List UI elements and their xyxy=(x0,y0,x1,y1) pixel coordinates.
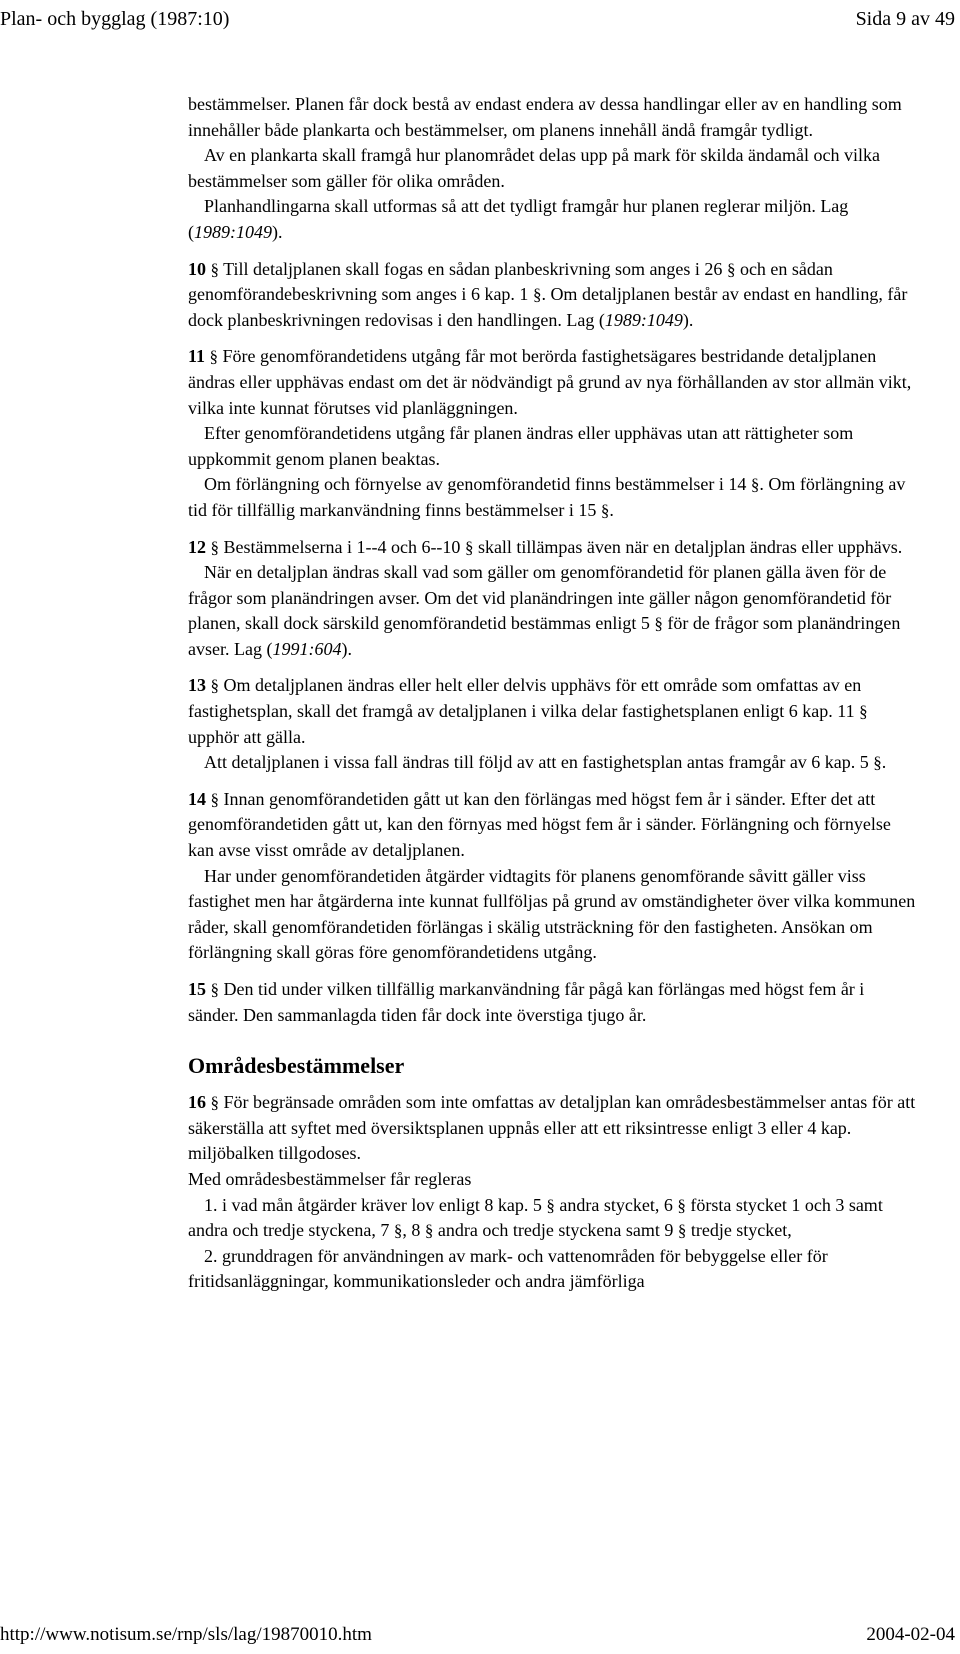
page-footer xyxy=(0,1620,955,1650)
paragraph-text: Att detaljplanen i vissa fall ändras till följd av att en fastighetsplan antas framgår av 6 kap. 5 xyxy=(204,752,874,773)
section-symbol-icon: § xyxy=(210,980,219,999)
paragraph-text: Om detaljplanen ändras eller helt eller delvis upphävs för ett område som omfattas av en fastighetsplan, skall det framgå av detaljplanen i vilka delar fastighetsplanen enligt 6 kap. 11 xyxy=(188,675,862,722)
section-symbol-icon: § xyxy=(210,259,219,279)
paragraph xyxy=(188,92,918,143)
section-symbol-icon: § xyxy=(654,614,663,634)
law-reference-link[interactable]: 1991:604 xyxy=(272,638,342,659)
paragraph-text: 1. i vad mån åtgärder kräver lov enligt 8 kap. 5 xyxy=(204,1194,547,1215)
document-title: Plan- och bygglag (1987:10) xyxy=(0,8,230,30)
section-number: 14 xyxy=(188,788,206,809)
paragraph-text: Planhandlingarna skall utformas så att det tydligt framgår hur planen reglerar miljön. Lag ( xyxy=(188,196,849,242)
document-body xyxy=(188,92,918,1295)
section-symbol-icon: § xyxy=(210,676,219,696)
paragraph-text: skall tillämpas även när en detaljplan ändras eller upphävs. xyxy=(473,536,903,557)
paragraph-text: Den tid under vilken tillfällig markanvändning får pågå kan förlängas med högst fem år i sänder. Den sammanlagda tiden får dock inte överstiga tjugo år. xyxy=(188,979,865,1025)
paragraph xyxy=(188,864,918,966)
law-reference-link[interactable]: 1989:1049 xyxy=(194,221,272,242)
section-number: 10 xyxy=(188,258,206,279)
paragraph-text: bestämmelser. Planen får dock bestå av endast endera av dessa handlingar eller av en handling som innehåller både plankarta och bestämmelser, om planens innehåll ändå framgår tydligt. xyxy=(188,94,902,140)
paragraph xyxy=(188,750,918,776)
page-header xyxy=(0,4,955,34)
section-symbol-icon: § xyxy=(210,1093,219,1113)
paragraph-text: , 8 xyxy=(402,1220,425,1241)
section-number: 15 xyxy=(188,979,206,999)
paragraph xyxy=(188,1167,918,1193)
paragraph-text: ). xyxy=(682,309,694,330)
section-symbol-icon: § xyxy=(532,285,542,305)
paragraph-text: andra och tredje styckena samt 9 xyxy=(433,1220,678,1241)
paragraph-text: . xyxy=(881,752,887,773)
list-item xyxy=(188,1244,918,1295)
paragraph-text: ). xyxy=(341,638,352,659)
law-reference-link[interactable]: 1989:1049 xyxy=(604,309,683,330)
section-14 xyxy=(188,787,918,864)
section-symbol-icon: § xyxy=(210,789,219,809)
paragraph xyxy=(188,143,918,194)
print-date: 2004-02-04 xyxy=(866,1624,955,1645)
paragraph-text: första stycket 1 och 3 samt andra och tredje styckena, 7 xyxy=(188,1194,883,1241)
section-symbol-icon: § xyxy=(393,1221,403,1241)
section-16 xyxy=(188,1090,918,1167)
paragraph-text: Av en plankarta skall framgå hur planområdet delas upp på mark för skilda ändamål och vilka bestämmelser som gäller för olika områden. xyxy=(188,145,880,191)
paragraph-text: ). xyxy=(272,221,283,242)
section-number: 13 xyxy=(188,675,206,696)
section-symbol-icon: § xyxy=(750,475,760,495)
paragraph-text: . xyxy=(609,499,614,520)
section-symbol-icon: § xyxy=(726,259,736,279)
paragraph-text: Innan genomförandetiden gått ut kan den förlängas med högst fem år i sänder. Efter det att genomförandetiden gått ut, kan den förnyas med högst fem år i sänder. Förlängning och förnyelse kan avse visst område av detaljplanen. xyxy=(188,788,891,861)
paragraph xyxy=(188,472,918,523)
paragraph-text: För begränsade områden som inte omfattas av detaljplan kan områdesbestämmelser antas för att säkerställa att syftet med översiktsplanen uppnås eller att ett riksintresse enligt 3 eller 4 kap. miljöbalken tillgodoses. xyxy=(188,1092,916,1164)
section-15 xyxy=(188,977,918,1028)
section-heading: Områdesbestämmelser xyxy=(188,1053,405,1079)
section-symbol-icon: § xyxy=(464,537,474,557)
paragraph-text: och en sådan genomförandebeskrivning som anges i 6 kap. 1 xyxy=(188,258,833,305)
source-url: http://www.notisum.se/rnp/sls/lag/19870010.htm xyxy=(0,1624,372,1645)
section-number: 16 xyxy=(188,1092,206,1113)
section-symbol-icon: § xyxy=(546,1195,555,1215)
paragraph-text: När en detaljplan ändras skall vad som gäller om genomförandetid för planen gälla även för de frågor som planändringen avser. Om det vid planändringen inte gäller någon genomförandetid för planen, skall dock särskild genomförandetid bestämmas enligt 5 xyxy=(188,562,892,634)
section-symbol-icon: § xyxy=(677,1195,686,1215)
section-symbol-icon: § xyxy=(873,753,882,773)
section-symbol-icon: § xyxy=(677,1221,687,1241)
page-number: Sida 9 av 49 xyxy=(855,8,955,30)
section-number: 11 xyxy=(188,346,206,367)
paragraph-text: för de frågor som planändringen avser. Lag ( xyxy=(188,613,901,659)
paragraph-text: Har under genomförandetiden åtgärder vidtagits för planens genomförande såvitt gäller viss fastighet men har åtgärderna inte kunnat fullföljas på grund av omständigheter över vilka kommunen råder, skall genomförandetiden förlängas i skälig utsträckning för den fastigheten. Ansökan om förlängning skall göras före genomförandetidens utgång. xyxy=(188,865,916,963)
section-symbol-icon: § xyxy=(424,1221,434,1241)
section-10 xyxy=(188,257,918,334)
paragraph-text: andra stycket, 6 xyxy=(554,1194,678,1215)
section-12 xyxy=(188,535,918,561)
paragraph-text: upphör att gälla. xyxy=(188,726,306,747)
section-symbol-icon: § xyxy=(859,702,868,722)
paragraph-text: Om förlängning och förnyelse av genomförandetid finns bestämmelser i 14 xyxy=(204,474,751,495)
paragraph xyxy=(188,560,918,662)
paragraph-text: Bestämmelserna i 1--4 och 6--10 xyxy=(219,536,465,557)
section-symbol-icon: § xyxy=(210,537,219,557)
paragraph-text: Till detaljplanen skall fogas en sådan planbeskrivning som anges i 26 xyxy=(219,258,727,279)
paragraph xyxy=(188,421,918,472)
paragraph-text: . Om detaljplanen består av endast en handling, får dock planbeskrivningen redovisas i den handlingen. Lag ( xyxy=(188,284,908,330)
paragraph-text: Med områdesbestämmelser får regleras xyxy=(188,1168,472,1189)
paragraph-text: Efter genomförandetidens utgång får planen ändras eller upphävas utan att rättigheter som uppkommit genom planen beaktas. xyxy=(188,423,854,469)
paragraph-text: 2. grunddragen för användningen av mark- och vattenområden för bebyggelse eller för fritidsanläggningar, kommunikationsleder och andra jämförliga xyxy=(188,1245,828,1292)
paragraph-text: Före genomförandetidens utgång får mot berörda fastighetsägares bestridande detaljplanen ändras eller upphävas endast om det är nödvändigt på grund av nya förhållanden av stor allmän vikt, vilka inte kunnat förutses vid planläggningen. xyxy=(188,346,912,418)
paragraph-text: tredje stycket, xyxy=(686,1220,792,1241)
section-symbol-icon: § xyxy=(209,347,219,367)
paragraph-text: . Om förlängning av tid för tillfällig markanvändning finns bestämmelser i 15 xyxy=(188,474,906,520)
section-symbol-icon: § xyxy=(600,500,610,520)
paragraph xyxy=(188,194,918,245)
section-11 xyxy=(188,344,918,421)
section-number: 12 xyxy=(188,536,206,557)
section-13 xyxy=(188,673,918,750)
list-item xyxy=(188,1193,918,1244)
